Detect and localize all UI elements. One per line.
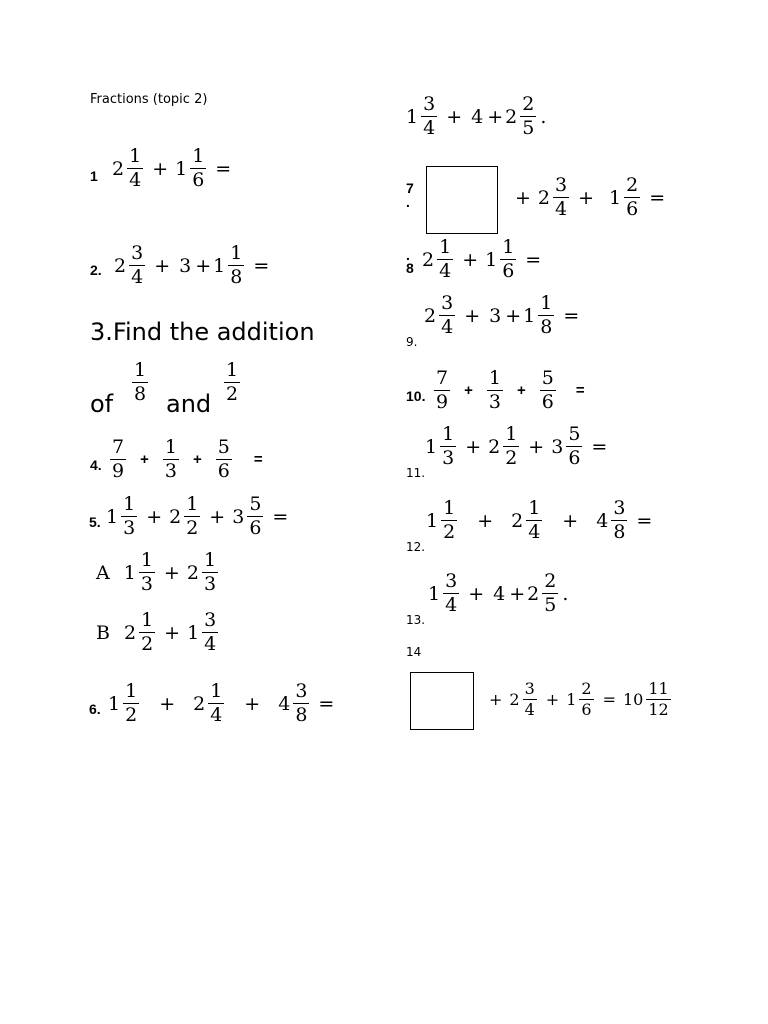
answer-box-14[interactable] xyxy=(410,672,474,730)
page-title: Fractions (topic 2) xyxy=(90,92,208,107)
question-2-label: 2. xyxy=(90,262,102,278)
question-7-label: 7 . xyxy=(406,180,414,210)
question-3-fraction-1: $\frac{1}{8}$ xyxy=(134,359,147,406)
question-7-expression: + 2 $\frac{3}{4}$ + 1 $\frac{2}{6}$ = xyxy=(515,174,666,221)
mixed-number: 1 $\frac{1}{6}$ xyxy=(175,145,205,192)
question-6-expression: 1 $\frac{1}{2}$ + 2 $\frac{1}{4}$ + 4 $\frac{3}{8}$ = xyxy=(108,680,335,727)
question-11-label: 11. xyxy=(406,466,426,480)
question-9-label: 9. xyxy=(406,335,418,349)
question-5-label: 5. xyxy=(89,514,101,530)
question-3-of: of xyxy=(90,390,114,418)
question-6-label: 6. xyxy=(89,701,101,717)
question-3-text: 3.Find the addition xyxy=(90,318,315,346)
question-4-expression: $\frac{7}{9}$ + $\frac{1}{3}$ + $\frac{5}{6}$ = xyxy=(112,436,263,483)
question-14-expression: + 2 $\frac{3}{4}$ + 1 $\frac{2}{6}$ = 10 $\frac{11}{12}$ xyxy=(489,679,669,719)
question-8-label: . 8 xyxy=(406,247,414,276)
question-1-expression xyxy=(112,146,238,191)
question-8-expression: 2 $\frac{1}{4}$ + 1 $\frac{1}{6}$ = xyxy=(422,236,542,283)
question-13-label: 13. xyxy=(406,613,426,627)
right-top-expression: 1 $\frac{3}{4}$ + 4 + 2 $\frac{2}{5}$ . xyxy=(406,93,547,140)
question-12-expression: 1 $\frac{1}{2}$ + 2 $\frac{1}{4}$ + 4 $\frac{3}{8}$ = xyxy=(426,497,653,544)
question-1-label: 1 xyxy=(90,168,98,184)
option-a-label: A xyxy=(96,561,110,584)
question-3-and: and xyxy=(166,390,212,418)
answer-box-7[interactable] xyxy=(426,166,498,234)
question-9-expression: 2 $\frac{3}{4}$ + 3 + 1 $\frac{1}{8}$ = xyxy=(424,292,580,339)
question-5-expression: 1 $\frac{1}{3}$ + 2 $\frac{1}{2}$ + 3 $\frac{5}{6}$ = xyxy=(106,493,289,540)
plus-sign: + xyxy=(152,157,169,180)
question-10-label: 10. xyxy=(406,388,426,404)
question-4-label: 4. xyxy=(90,457,102,473)
question-13-expression: 1 $\frac{3}{4}$ + 4 + 2 $\frac{2}{5}$ . xyxy=(428,570,569,617)
question-12-label: 12. xyxy=(406,540,426,554)
mixed-number: 2 $\frac{1}{4}$ xyxy=(112,145,142,192)
question-11-expression: 1 $\frac{1}{3}$ + 2 $\frac{1}{2}$ + 3 $\frac{5}{6}$ = xyxy=(425,423,608,470)
question-10-expression: $\frac{7}{9}$ + $\frac{1}{3}$ + $\frac{5}{6}$ = xyxy=(436,367,585,414)
equals-sign: = xyxy=(215,157,232,180)
question-14-label: 14 xyxy=(406,645,422,659)
question-2-expression: 2 $\frac{3}{4}$ + 3 + 1 $\frac{1}{8}$ = xyxy=(114,242,270,289)
option-a-expression: A 1 $\frac{1}{3}$ + 2 $\frac{1}{3}$ xyxy=(96,549,217,596)
option-b-expression: B 2 $\frac{1}{2}$ + 1 $\frac{3}{4}$ xyxy=(96,609,217,656)
question-3-fraction-2: $\frac{1}{2}$ xyxy=(226,359,239,406)
option-b-label: B xyxy=(96,621,110,644)
